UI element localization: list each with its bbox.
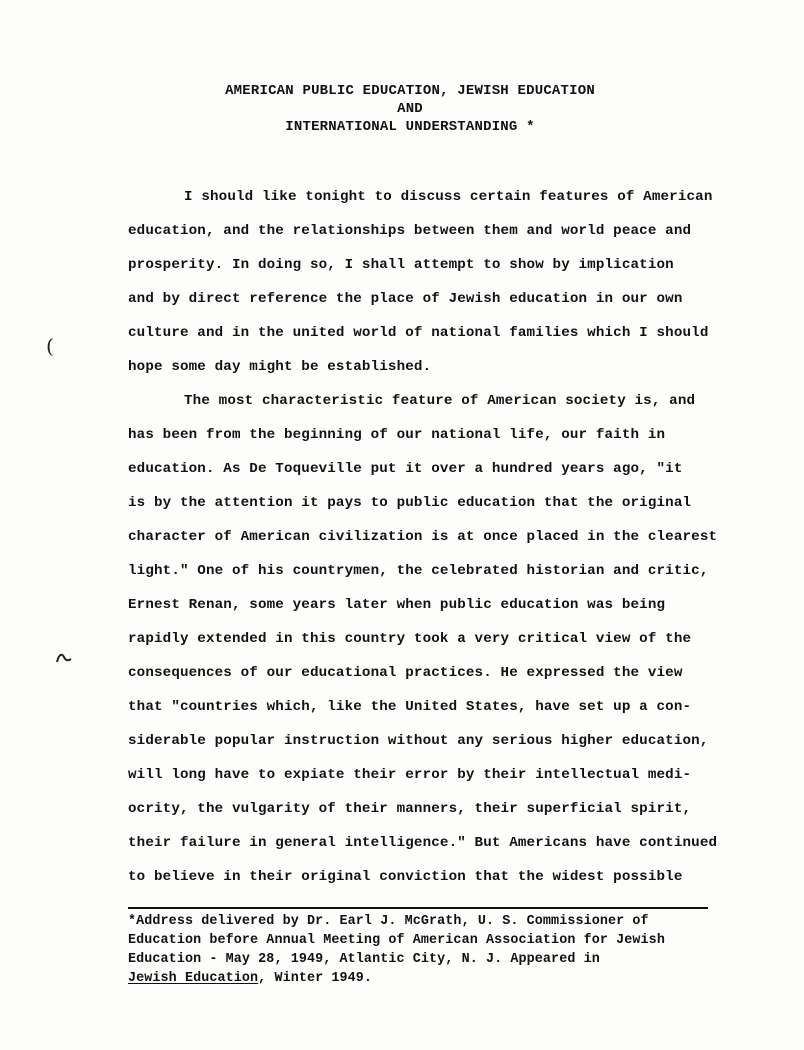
body-line: siderable popular instruction without any serious higher education,: [128, 733, 709, 749]
body-line: The most characteristic feature of American society is, and: [184, 393, 696, 409]
body-line: and by direct reference the place of Jewish education in our own: [128, 291, 683, 307]
margin-squiggle-mark: [56, 652, 72, 664]
body-line: prosperity. In doing so, I shall attempt to show by implication: [128, 257, 674, 273]
footnote-line-4: [128, 969, 728, 988]
body-line: hope some day might be established.: [128, 359, 432, 375]
body-line: I should like tonight to discuss certain features of American: [184, 189, 713, 205]
body-line: to believe in their original conviction that the widest possible: [128, 869, 683, 885]
body-line: rapidly extended in this country took a very critical view of the: [128, 631, 692, 647]
body-line: has been from the beginning of our national life, our faith in: [128, 427, 666, 443]
body-line: light." One of his countrymen, the celebrated historian and critic,: [128, 563, 709, 579]
body-line: will long have to expiate their error by their intellectual medi-: [128, 767, 692, 783]
body-line: character of American civilization is at once placed in the clearest: [128, 529, 718, 545]
body-line: is by the attention it pays to public education that the original: [128, 495, 692, 511]
footnote-line-2: Education before Annual Meeting of American Association for Jewish: [128, 933, 665, 948]
footnote-divider: [128, 907, 708, 909]
journal-title: Jewish Education: [128, 971, 259, 986]
footnote: [128, 912, 728, 988]
body-line: their failure in general intelligence." But Americans have continued: [128, 835, 718, 851]
footnote-line-4-rest: , Winter 1949.: [258, 971, 373, 986]
body-line: that "countries which, like the United States, have set up a con-: [128, 699, 692, 715]
title-line-1: AMERICAN PUBLIC EDUCATION, JEWISH EDUCATION: [225, 83, 595, 99]
title-line-3: INTERNATIONAL UNDERSTANDING *: [285, 119, 535, 135]
body-line: ocrity, the vulgarity of their manners, their superficial spirit,: [128, 801, 692, 817]
title-line-2: AND: [397, 101, 423, 117]
body-line: education. As De Toqueville put it over a hundred years ago, "it: [128, 461, 683, 477]
body-line: Ernest Renan, some years later when public education was being: [128, 597, 666, 613]
body-line: education, and the relationships between them and world peace and: [128, 223, 692, 239]
body-line: culture and in the united world of national families which I should: [128, 325, 709, 341]
footnote-line-1: *Address delivered by Dr. Earl J. McGrath, U. S. Commissioner of: [128, 914, 649, 929]
body-text: [128, 180, 728, 894]
margin-paren-mark: (: [46, 334, 54, 358]
body-line: consequences of our educational practices. He expressed the view: [128, 665, 683, 681]
footnote-line-3: Education - May 28, 1949, Atlantic City, N. J. Appeared in: [128, 952, 600, 967]
